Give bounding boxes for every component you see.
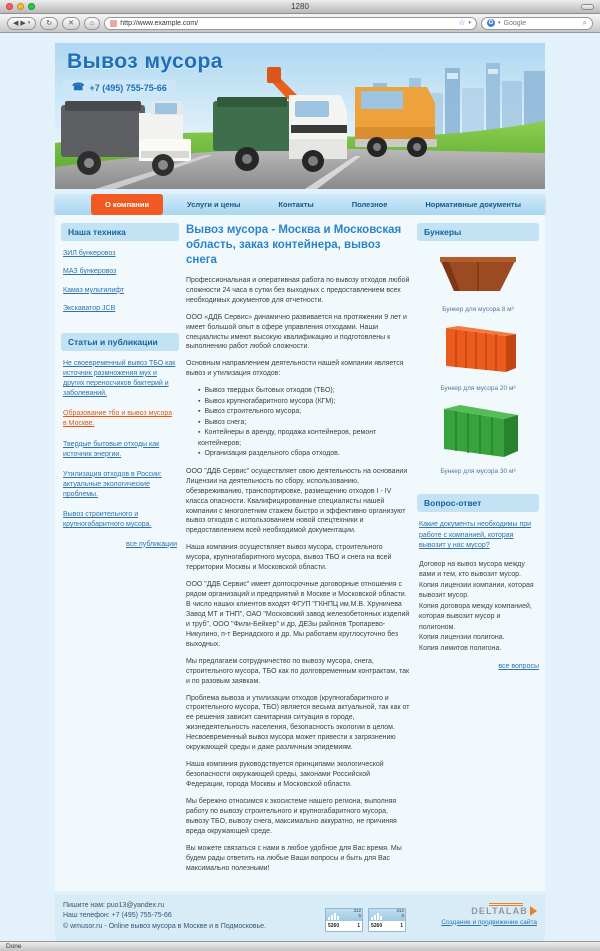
counter-mid-value: 5 xyxy=(358,912,361,918)
bunker-20m3-image xyxy=(432,322,524,378)
sidebar-item-jcb[interactable]: Экскаватор JCB xyxy=(63,305,116,313)
site-header xyxy=(55,43,545,189)
nav-item-documents[interactable]: Нормативные документы xyxy=(425,200,522,209)
bookmark-caret-icon[interactable]: ▾ xyxy=(468,20,471,26)
body-paragraph: Наша компания осуществляет вывоз мусора, строительного мусора, крупногабаритного мусора, вывоз ТБО и снега на всей территории Москвы и Московской области. xyxy=(186,544,392,572)
qa-answer xyxy=(419,560,537,655)
qa-answer-line: Копия договора между компанией, которая вывозит мусор и полигоном. xyxy=(419,602,532,631)
our-equipment-header: Наша техника xyxy=(61,223,179,241)
service-item: ▪ Вывоз крупногабаритного мусора (КГМ); xyxy=(198,397,410,408)
footer-contacts xyxy=(63,901,325,934)
all-publications-link[interactable]: все публикации xyxy=(126,540,177,548)
intro-paragraph: Профессиональная и оперативная работа по вывозу отходов любой сложности 24 часа в сутки без выходных с предоставлением всех необходимых документов для отчетности. xyxy=(186,276,410,304)
phone-badge xyxy=(63,80,176,96)
traffic-lights xyxy=(6,3,35,10)
google-icon: G xyxy=(488,20,494,26)
nav-spacer xyxy=(254,194,264,215)
counter-chart xyxy=(326,909,362,921)
left-sidebar xyxy=(61,223,179,548)
main-column xyxy=(186,223,410,881)
qa-answer-line: Копия лимитов полигона. xyxy=(419,644,502,652)
counter-side-value: 1 xyxy=(357,923,360,930)
back-forward-buttons[interactable] xyxy=(7,17,36,30)
sidebar-gap xyxy=(417,484,539,494)
page-viewport[interactable] xyxy=(0,33,600,941)
article-link-tbo-moscow[interactable]: Образование тбо и вывоз мусора в Москве. xyxy=(63,410,173,428)
right-sidebar xyxy=(417,223,539,670)
qa-header: Вопрос-ответ xyxy=(417,494,539,512)
service-item: ▪ Вывоз строительного мусора; xyxy=(198,407,410,418)
url-input[interactable] xyxy=(120,20,455,27)
body-paragraph: Наша компания руководствуется принципами экологической безопасности окружающей среды, законами Российской Федерации, города Москвы и Московской области. xyxy=(186,761,384,788)
phone-icon: ☎ xyxy=(72,82,85,93)
status-bar xyxy=(0,941,600,951)
site-logo[interactable]: Вывоз мусора xyxy=(67,50,223,73)
bunker-8m3-image xyxy=(432,249,524,299)
nav-spacer xyxy=(535,194,545,215)
visit-counters xyxy=(325,901,406,934)
service-item: ▪ Организация раздельного сбора отходов. xyxy=(198,449,410,460)
nav-item-useful[interactable]: Полезное xyxy=(351,200,388,209)
sidebar-item-zil[interactable]: ЗИЛ бункеровоз xyxy=(63,250,116,257)
search-engine-caret-icon[interactable]: ▾ xyxy=(498,20,501,26)
body-paragraph: Мы бережно относимся к экосистеме нашего региона, выполняя работу по вывозу строительного и крупногабаритного мусора, вывозу ТБО, вывозу снега, максимально аккуратно, не причиняя вреда окружающей среде. xyxy=(186,797,397,835)
article-link-construction-waste[interactable]: Вывоз строительного и крупногабаритного мусора. xyxy=(63,511,152,529)
zoom-window-button[interactable] xyxy=(28,3,35,10)
deltalab-link[interactable]: Создание и продвижение сайта xyxy=(441,918,537,926)
window-titlebar xyxy=(0,0,600,14)
nav-spacer xyxy=(163,194,173,215)
bar-chart-icon xyxy=(371,912,385,920)
magnifier-icon: ⌕ xyxy=(582,18,587,27)
sidebar-item-maz[interactable]: МАЗ бункеровоз xyxy=(63,268,117,276)
body-paragraph: Вы можете связаться с нами в любое удобное для Вас время. Мы будем рады ответить на любые Ваши вопросы и быть для Вас максимально полезными! xyxy=(186,844,402,872)
address-bar[interactable] xyxy=(104,17,477,30)
footer-email[interactable]: Пишите нам: puo13@yandex.ru xyxy=(63,901,165,909)
deltalab-block xyxy=(441,901,537,934)
articles-header: Статьи и публикации xyxy=(61,333,179,351)
bar-chart-icon xyxy=(328,912,342,920)
intro-paragraph: ООО «ДДБ Сервис» динамично развивается на протяжении 9 лет и имеет большой опыт в сфере управления отходами. Наши специалисты имеют высокую квалификацию и подготовлены к выполнению работ любой сложности. xyxy=(186,313,407,351)
bookmark-star-icon[interactable]: ☆ xyxy=(458,18,466,27)
google-search-field[interactable] xyxy=(481,17,593,30)
deltalab-logo[interactable]: DELTALAB xyxy=(471,905,528,916)
qa-question-link[interactable]: Какие документы необходимы при работе с компанией, которая вывозит у нас мусор? xyxy=(419,521,532,549)
forward-icon[interactable]: ▶ xyxy=(20,20,26,27)
services-list xyxy=(186,386,410,460)
footer-phone: Наш телефон: +7 (495) 755-75-66 xyxy=(63,912,172,920)
counter-side-value: 1 xyxy=(400,923,403,930)
site-footer xyxy=(55,894,545,942)
close-window-button[interactable] xyxy=(6,3,13,10)
nav-spacer xyxy=(401,194,411,215)
qa-answer-line: Копия лицензии полигона. xyxy=(419,634,505,641)
service-item: ▪ Вывоз снега; xyxy=(198,418,410,429)
home-button[interactable] xyxy=(84,17,100,30)
counter-chart xyxy=(369,909,405,921)
deltalab-arrow-icon xyxy=(530,906,537,916)
window-title: 1280 xyxy=(291,2,309,11)
bunker-30m3[interactable] xyxy=(417,401,539,475)
back-icon[interactable]: ◀ xyxy=(13,20,19,27)
body-paragraph: ООО "ДДБ Сервис" осуществляет свою деятельность на основании Лицензии на деятельность по сбору, использованию, обезвреживанию, транспортировке, размещению отходов I - IV класса опасности. Квалифицированные специалисты нашей компании с многолетним стажем быстро и эффективно организуют вывоз отходов с использованием новой спецтехники и предоставлением всей необходимой документации. xyxy=(186,467,408,535)
counter-main-value: 5260 xyxy=(371,923,383,930)
toolbar-toggle-lozenge[interactable] xyxy=(581,4,594,10)
bunker-8m3-caption: Бункер для мусора 8 м³ xyxy=(442,306,514,313)
browser-toolbar xyxy=(0,14,600,33)
counter-top-value: 312 xyxy=(396,908,404,914)
service-item: ▪ Контейнеры в аренду, продажа контейнеров, ремонт контейнеров; xyxy=(198,428,410,449)
reload-button[interactable] xyxy=(40,17,58,30)
sidebar-item-kamaz[interactable]: Камаз мультилифт xyxy=(63,286,125,294)
article-link-utilization-russia[interactable]: Утилизация отходов в России: актуальные экологические проблемы. xyxy=(63,470,162,499)
page-title: Вывоз мусора - Москва и Московская область, заказ контейнера, вывоз снега xyxy=(186,224,402,266)
bunker-8m3[interactable] xyxy=(417,249,539,313)
site-favicon xyxy=(110,20,117,27)
counter-top-value: 312 xyxy=(353,908,361,914)
stop-button[interactable] xyxy=(62,17,80,30)
home-icon: ⌂ xyxy=(90,19,95,27)
bunkers-header: Бункеры xyxy=(417,223,539,241)
article-link-tbo-flies[interactable]: Не своевременный вывоз ТБО как источник размножения мух и других переносчиков бактерий и заболеваний. xyxy=(63,359,176,398)
reload-icon: ↻ xyxy=(46,20,53,27)
qa-answer-line: Копия лицензии компании, которая вывозит мусор. xyxy=(419,581,534,599)
nav-spacer xyxy=(328,194,338,215)
content-area xyxy=(55,215,545,891)
bunker-20m3[interactable] xyxy=(417,322,539,392)
list-intro: Основным направлением деятельности нашей компании является вывоз и утилизация отходов: xyxy=(186,360,404,378)
history-caret-icon[interactable]: ▾ xyxy=(27,20,31,26)
visit-counter-badge[interactable] xyxy=(368,908,406,932)
service-item: ▪ Вывоз твердых бытовых отходов (ТБО); xyxy=(198,386,410,397)
body-paragraph: ООО "ДДБ Сервис" имеет долгосрочные договорные отношения с рядом организаций и предприятий в Москве и Московской области. В число наших клиентов входят ФГУП "ГКНПЦ им.М.В. Хруничева Завод МТ и ТНП", ОАО "Московский завод железобетонных изделий и труб", ООО "Фили-Бейкер" и др, ДЕЗы районов Тропарево-Никулино, п-т Вернадского и др. Мы работаем круглосуточно без выходных. xyxy=(186,581,410,648)
search-input[interactable] xyxy=(504,20,580,27)
qa-answer-line: Договор на вывоз мусора между вами и тем, кто вывозит мусор. xyxy=(419,560,525,578)
counter-main-value: 5260 xyxy=(328,923,340,930)
nav-item-services[interactable]: Услуги и цены xyxy=(187,200,241,209)
bunker-30m3-image xyxy=(432,401,524,461)
body-paragraph: Мы предлагаем сотрудничество по вывозу мусора, снега, строительного мусора, ТБО как по долговременным контрактам, так и по разовым заявкам. xyxy=(186,657,410,685)
all-questions-link[interactable]: все вопросы xyxy=(498,663,539,670)
site-container xyxy=(55,43,545,941)
nav-item-about[interactable]: О компании xyxy=(91,194,163,215)
bunker-20m3-caption: Бункер для мусора 20 м³ xyxy=(440,385,516,392)
bunker-30m3-caption: Бункер для мусора 30 м³ xyxy=(440,468,516,475)
nav-item-contacts[interactable]: Контакты xyxy=(278,200,314,209)
stop-icon: ✕ xyxy=(68,20,75,27)
article-link-waste-energy[interactable]: Твердые бытовые отходы как источник энергии. xyxy=(63,440,160,458)
status-text: Done xyxy=(6,943,22,951)
footer-copyright: © wmusor.ru - Online вывоз мусора в Москве и в Подмосковье. xyxy=(63,923,266,931)
visit-counter-badge[interactable] xyxy=(325,908,363,932)
minimize-window-button[interactable] xyxy=(17,3,24,10)
counter-mid-value: 5 xyxy=(401,912,404,918)
body-paragraph: Проблема вывоза и утилизации отходов (крупногабаритного и строительного мусора, ТБО) является весьма актуальной, так как от ее решения зависит санитарная ситуация в городе, жизнедеятельность населения, безопасность экологии в целом. Несвоевременный вывоз мусора может привести к загрязнению окружающей среды и даже различным эпидемиям. xyxy=(186,694,410,752)
sidebar-gap xyxy=(61,323,179,333)
main-navigation xyxy=(55,194,545,215)
phone-number: +7 (495) 755-75-66 xyxy=(89,83,167,93)
